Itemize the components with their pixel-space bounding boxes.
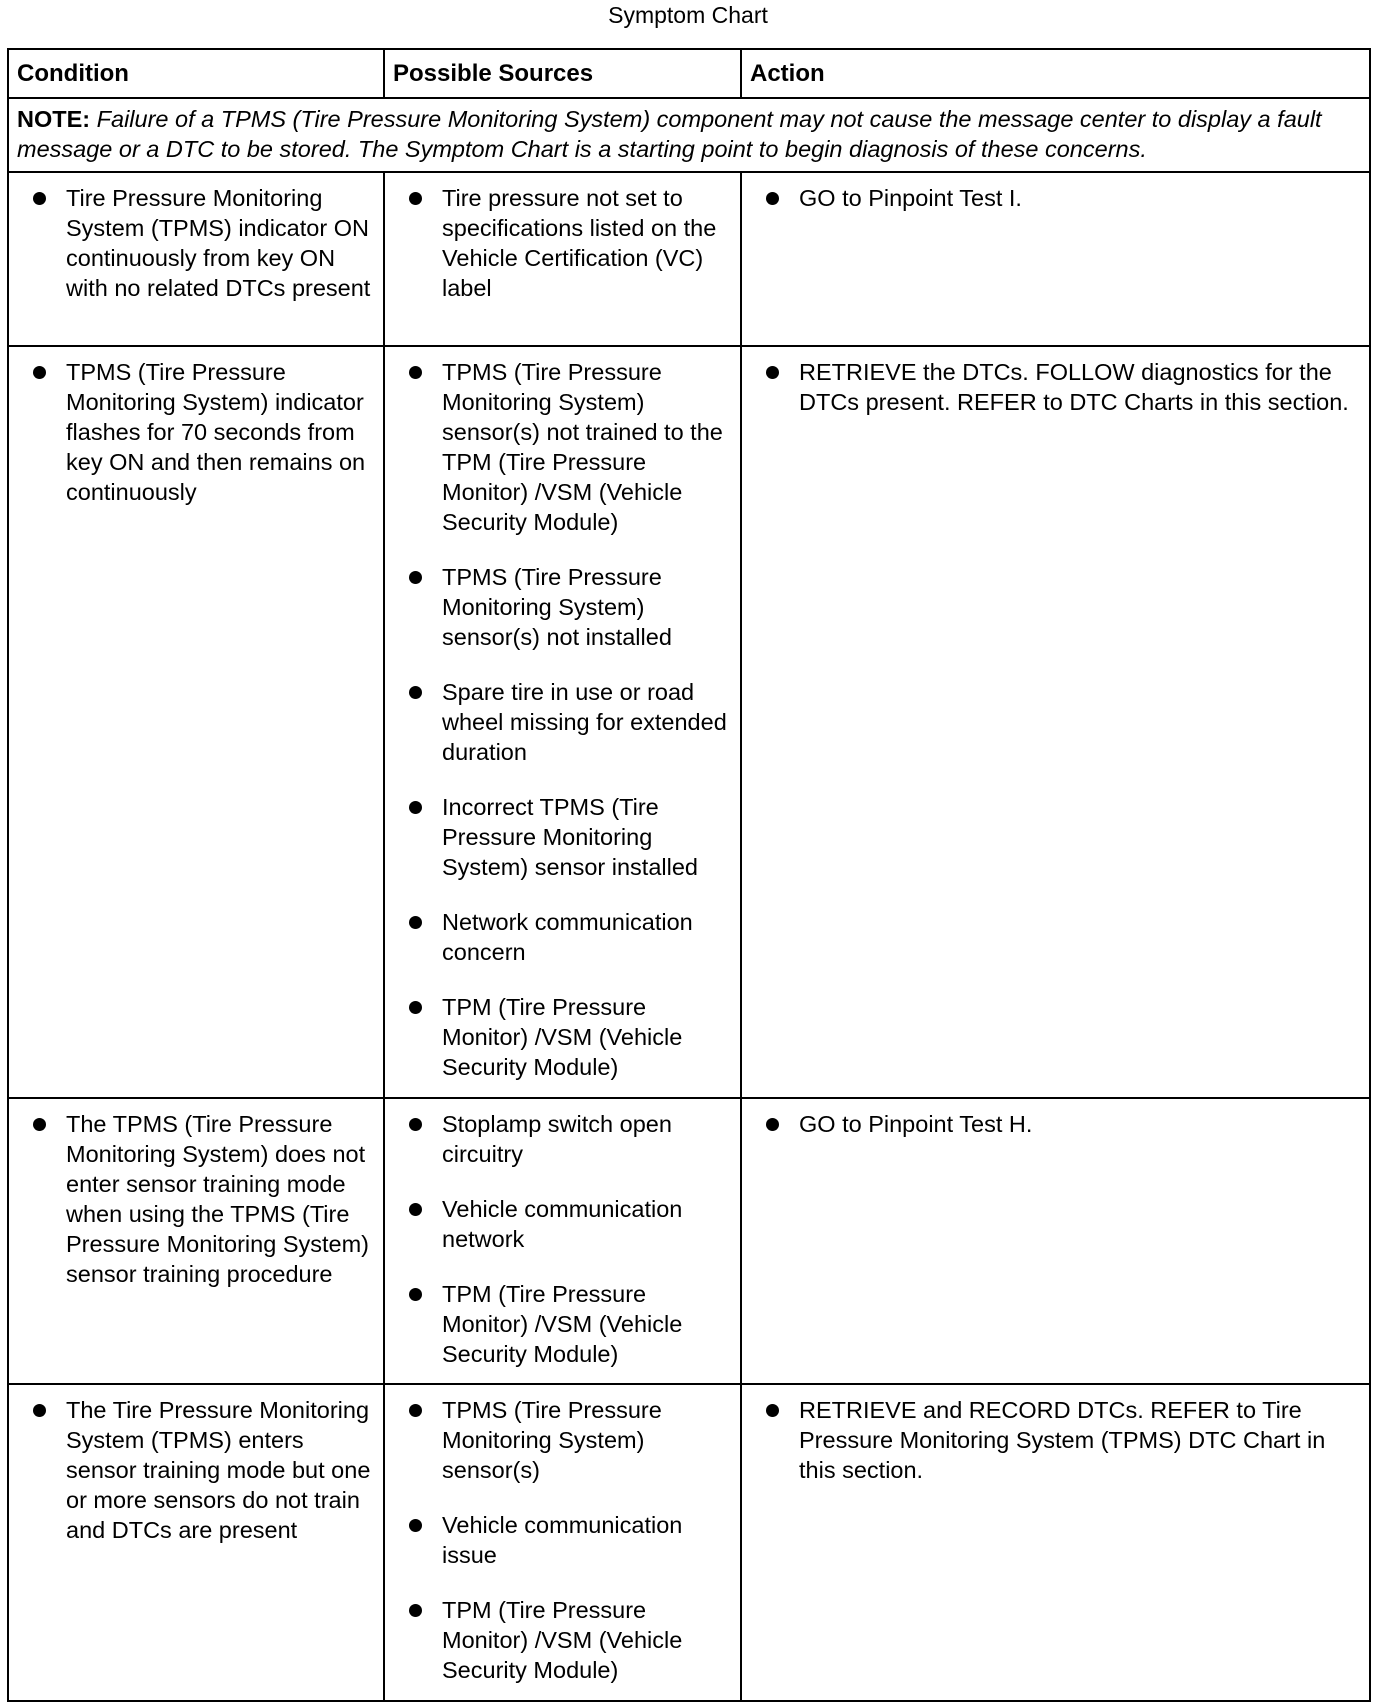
bullet-icon [409,1404,422,1417]
bullet-icon [33,1118,46,1131]
header-possible-sources: Possible Sources [384,49,741,98]
source-text: Stoplamp switch open circuitry [442,1111,672,1167]
bullet-icon [766,1118,779,1131]
bullet-icon [409,571,422,584]
source-text: TPM (Tire Pressure Monitor) /VSM (Vehicle Security Module) [442,994,683,1080]
header-row [8,49,1370,98]
list-item [386,677,731,767]
bullet-icon [409,686,422,699]
list-item [386,792,731,882]
bullet-icon [409,1288,422,1301]
list-item [10,1109,374,1289]
source-text: Spare tire in use or road wheel missing for extended duration [442,679,727,765]
bullet-icon [33,1404,46,1417]
list-item [386,1109,731,1169]
source-text: Tire pressure not set to specifications listed on the Vehicle Certification (VC) label [442,185,717,301]
source-text: Incorrect TPMS (Tire Pressure Monitoring System) sensor installed [442,794,698,880]
header-condition: Condition [8,49,384,98]
note-text: Failure of a TPMS (Tire Pressure Monitoring System) component may not cause the message center to display a fault message or a DTC to be stored. The Symptom Chart is a starting point to begin diagnosis of these concerns. [17,106,1322,162]
list-item [386,1395,731,1485]
table-row [8,346,1370,1098]
table-row [8,1384,1370,1701]
action-cell [741,1384,1370,1701]
list-item [386,1595,731,1685]
condition-text: The Tire Pressure Monitoring System (TPMS) enters sensor training mode but one or more sensors do not train and DTCs are present [66,1397,371,1543]
list-item [10,357,374,507]
bullet-icon [409,916,422,929]
sources-cell [384,346,741,1098]
action-cell [741,346,1370,1098]
sources-cell [384,1384,741,1701]
condition-cell [8,1098,384,1384]
list-item [10,183,374,303]
bullet-icon [409,1604,422,1617]
symptom-table [7,48,1371,1702]
list-item [386,1279,731,1369]
table-row [8,1098,1370,1384]
condition-text: The TPMS (Tire Pressure Monitoring System) does not enter sensor training mode when using the TPMS (Tire Pressure Monitoring System) sensor training procedure [66,1111,369,1287]
action-cell [741,1098,1370,1384]
list-item [743,357,1360,417]
bullet-icon [766,366,779,379]
action-text: RETRIEVE and RECORD DTCs. REFER to Tire Pressure Monitoring System (TPMS) DTC Chart in this section. [799,1397,1326,1483]
action-text: GO to Pinpoint Test H. [799,1111,1033,1137]
bullet-icon [33,366,46,379]
bullet-icon [409,366,422,379]
list-item [10,1395,374,1545]
condition-cell [8,1384,384,1701]
bullet-icon [409,1001,422,1014]
list-item [386,992,731,1082]
action-text: RETRIEVE the DTCs. FOLLOW diagnostics for the DTCs present. REFER to DTC Charts in this section. [799,359,1349,415]
table-row [8,172,1370,346]
bullet-icon [766,192,779,205]
condition-cell [8,172,384,346]
bullet-icon [409,1203,422,1216]
note-label: NOTE: [17,106,91,132]
list-item [743,183,1360,213]
action-cell [741,172,1370,346]
bullet-icon [766,1404,779,1417]
list-item [743,1109,1360,1139]
list-item [386,907,731,967]
source-text: TPMS (Tire Pressure Monitoring System) sensor(s) not trained to the TPM (Tire Pressure Monitor) /VSM (Vehicle Security Module) [442,359,723,535]
condition-text: TPMS (Tire Pressure Monitoring System) indicator flashes for 70 seconds from key ON and then remains on continuously [66,359,366,505]
condition-text: Tire Pressure Monitoring System (TPMS) indicator ON continuously from key ON with no related DTCs present [66,185,371,301]
list-item [386,183,731,303]
list-item [743,1395,1360,1485]
condition-cell [8,346,384,1098]
source-text: Vehicle communication issue [442,1512,683,1568]
action-text: GO to Pinpoint Test I. [799,185,1022,211]
note-cell [8,98,1370,172]
header-action: Action [741,49,1370,98]
source-text: TPMS (Tire Pressure Monitoring System) sensor(s) [442,1397,662,1483]
source-text: TPMS (Tire Pressure Monitoring System) sensor(s) not installed [442,564,672,650]
list-item [386,357,731,537]
chart-title: Symptom Chart [608,2,768,28]
bullet-icon [409,801,422,814]
source-text: TPM (Tire Pressure Monitor) /VSM (Vehicle Security Module) [442,1281,683,1367]
list-item [386,1510,731,1570]
bullet-icon [409,192,422,205]
bullet-icon [33,192,46,205]
source-text: Vehicle communication network [442,1196,683,1252]
list-item [386,562,731,652]
bullet-icon [409,1519,422,1532]
source-text: Network communication concern [442,909,693,965]
sources-cell [384,172,741,346]
list-item [386,1194,731,1254]
source-text: TPM (Tire Pressure Monitor) /VSM (Vehicle Security Module) [442,1597,683,1683]
sources-cell [384,1098,741,1384]
note-row [8,98,1370,172]
bullet-icon [409,1118,422,1131]
